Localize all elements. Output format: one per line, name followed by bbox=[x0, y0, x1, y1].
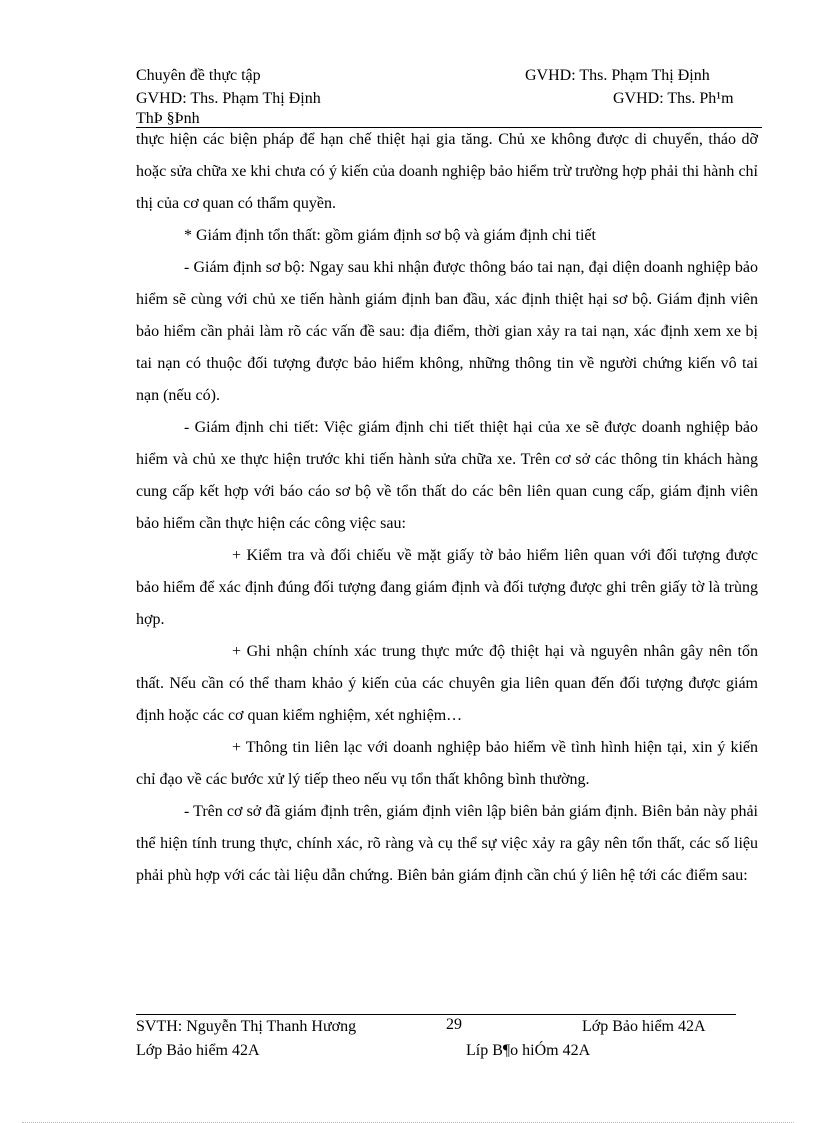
paragraph-contact-insurer: + Thông tin liên lạc với doanh nghiệp bảo hiểm về tình hình hiện tại, xin ý kiến chỉ đạo về các bước xử lý tiếp theo nếu vụ tổn thất không bình thường. bbox=[136, 739, 758, 788]
header-course-title: Chuyên đề thực tập bbox=[136, 67, 261, 84]
paragraph-loss-assessment: * Giám định tổn thất: gồm giám định sơ bộ và giám định chi tiết bbox=[184, 227, 596, 244]
header-advisor-repeat: GVHD: Ths. Phạm Thị Định bbox=[136, 90, 321, 107]
paragraph-assessment-report: - Trên cơ sở đã giám định trên, giám định viên lập biên bản giám định. Biên bản này phải thể hiện tính trung thực, chính xác, rõ ràng và cụ thể sự việc xảy ra gây nên tổn thất, các số liệu phải phù hợp với các tài liệu dẫn chứng. Biên bản giám định cần chú ý liên hệ tới các điểm sau: bbox=[136, 803, 758, 884]
paragraph-continuation: thực hiện các biện pháp để hạn chế thiệt hại gia tăng. Chủ xe không được di chuyển, tháo dỡ hoặc sửa chữa xe khi chưa có ý kiến của doanh nghiệp bảo hiểm trừ trường hợp phải thi hành chỉ thị của cơ quan có thẩm quyền. bbox=[136, 131, 758, 212]
paragraph-detailed-assessment: - Giám định chi tiết: Việc giám định chi tiết thiệt hại của xe sẽ được doanh nghiệp bảo hiểm và chủ xe thực hiện trước khi tiến hành sửa chữa xe. Trên cơ sở các thông tin khách hàng cung cấp kết hợp với báo cáo sơ bộ về tổn thất do các bên liên quan cung cấp, giám định viên bảo hiểm cần thực hiện các công việc sau: bbox=[136, 419, 758, 532]
paragraph-preliminary-assessment: - Giám định sơ bộ: Ngay sau khi nhận được thông báo tai nạn, đại diện doanh nghiệp bảo hiểm sẽ cùng với chủ xe tiến hành giám định ban đầu, xác định thiệt hại sơ bộ. Giám định viên bảo hiểm cần phải làm rõ các vấn đề sau: địa điểm, thời gian xảy ra tai nạn, xác định xem xe bị tai nạn có thuộc đối tượng được bảo hiểm không, những thông tin về người chứng kiến vô tai nạn (nếu có). bbox=[136, 259, 758, 404]
footer-class: Lớp Bảo hiểm 42A bbox=[582, 1018, 706, 1035]
footer-rule bbox=[136, 1014, 736, 1015]
footer-class-garbled: Líp B¶o hiÓm 42A bbox=[466, 1042, 591, 1059]
footer-class-repeat: Lớp Bảo hiểm 42A bbox=[136, 1042, 260, 1059]
paragraph-check-documents: + Kiểm tra và đối chiếu về mặt giấy tờ bảo hiểm liên quan với đối tượng được bảo hiểm để xác định đúng đối tượng đang giám định và đối tượng được ghi trên giấy tờ là trùng hợp. bbox=[136, 547, 758, 628]
header-advisor-garbled-continued: ThÞ §Þnh bbox=[136, 110, 200, 127]
header-advisor: GVHD: Ths. Phạm Thị Định bbox=[525, 67, 710, 84]
document-body bbox=[136, 124, 758, 892]
header-advisor-garbled: GVHD: Ths. Ph¹m bbox=[613, 90, 734, 107]
paragraph-record-damage: + Ghi nhận chính xác trung thực mức độ thiệt hại và nguyên nhân gây nên tổn thất. Nếu cần có thể tham khảo ý kiến của các chuyên gia liên quan đến đối tượng được giám định hoặc các cơ quan kiểm nghiệm, xét nghiệm… bbox=[136, 643, 758, 724]
footer-student-name: SVTH: Nguyễn Thị Thanh Hương bbox=[136, 1018, 357, 1035]
page-number: 29 bbox=[446, 1016, 462, 1033]
